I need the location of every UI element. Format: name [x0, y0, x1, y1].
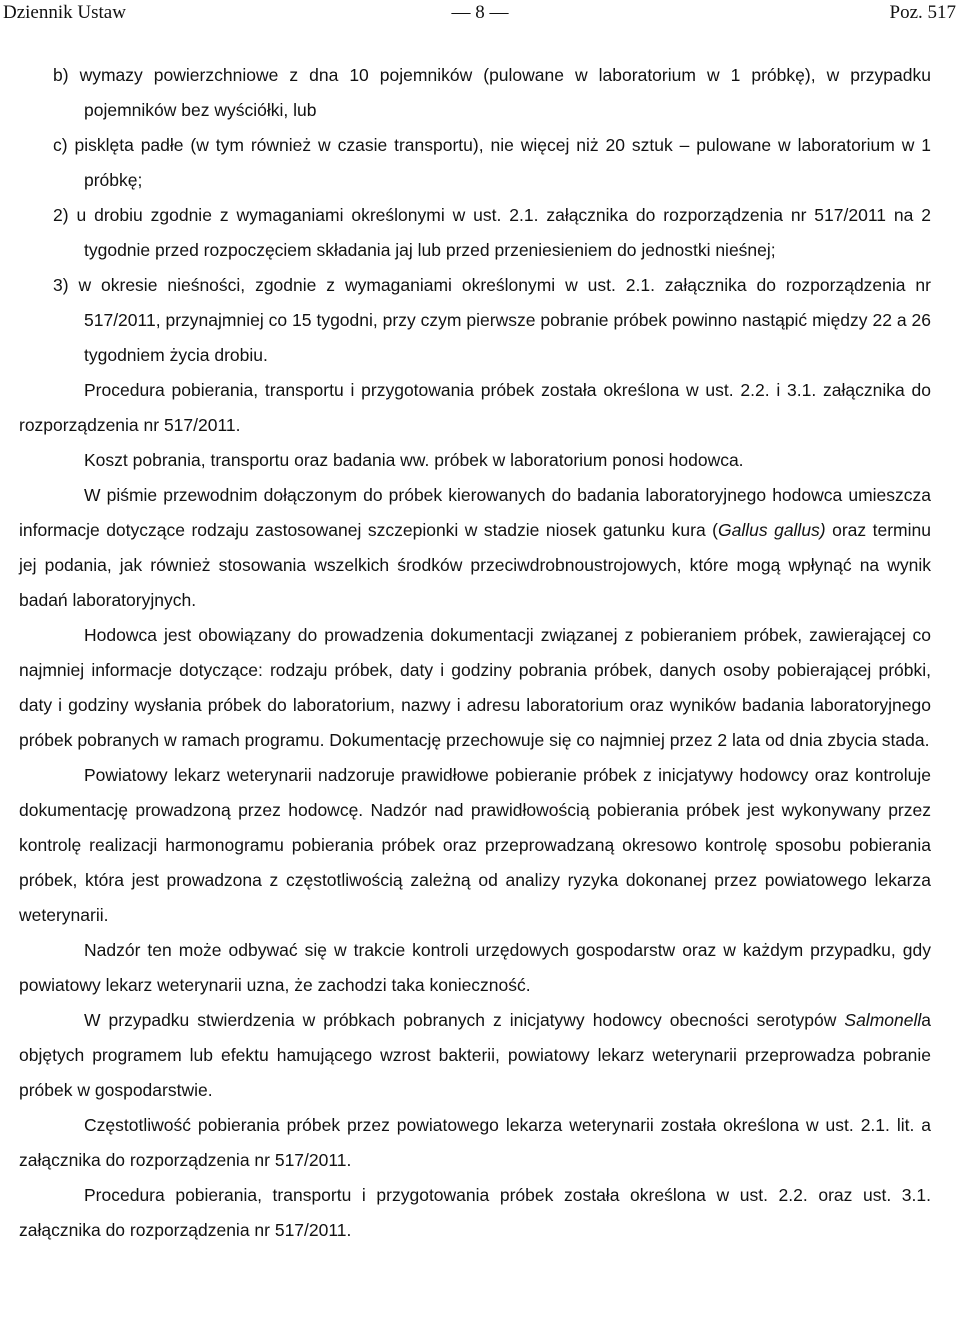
paragraph-control: Nadzór ten może odbywać się w trakcie kontroli urzędowych gospodarstw oraz w każdym przypadku, gdy powiatowy lekarz weterynarii uzna, że zachodzi taka konieczność.: [19, 940, 931, 995]
list-item-2: 2) u drobiu zgodnie z wymaganiami określonymi w ust. 2.1. załącznika do rozporządzenia nr 517/2011 na 2 tygodnie przed rozpoczęciem składania jaj lub przed przeniesieniem do jednostki nieśnej;: [53, 205, 931, 260]
salmonella-text-a: W przypadku stwierdzenia w próbkach pobranych z inicjatywy hodowcy obecności serotypów: [84, 1010, 845, 1030]
document-body: [19, 58, 931, 1248]
list-item-b: b) wymazy powierzchniowe z dna 10 pojemników (pulowane w laboratorium w 1 próbkę), w przypadku pojemników bez wyściółki, lub: [53, 65, 931, 120]
page-header: [0, 0, 960, 28]
paragraph-cost: Koszt pobrania, transportu oraz badania ww. próbek w laboratorium ponosi hodowca.: [84, 450, 744, 470]
paragraph-supervision: Powiatowy lekarz weterynarii nadzoruje prawidłowe pobieranie próbek z inicjatywy hodowcy oraz kontroluje dokumentację prowadzoną przez hodowcę. Nadzór nad prawidłowością pobierania próbek jest wykonywany przez kontrolę realizacji harmonogramu pobierania próbek oraz przeprowadzaną okresowo kontrolę sposobu pobierania próbek, która jest prowadzona z częstotliwością zależną od analizy ryzyka dokonanej przez powiatowego lekarza weterynarii.: [19, 765, 931, 925]
position-number: Poz. 517: [889, 2, 956, 23]
journal-title: Dziennik Ustaw: [3, 2, 126, 23]
cover-letter-text-b: oraz terminu jej podania, jak również stosowania wszelkich środków przeciwdrobnoustrojowych, które mogą wpłynąć na wynik badań laboratoryjnych.: [19, 520, 931, 610]
page-number: — 8 —: [451, 2, 509, 23]
paragraph-procedure-2: Procedura pobierania, transportu i przygotowania próbek została określona w ust. 2.2. oraz ust. 3.1. załącznika do rozporządzenia nr 517/2011.: [19, 1185, 931, 1240]
list-item-3: 3) w okresie nieśności, zgodnie z wymaganiami określonymi w ust. 2.1. załącznika do rozporządzenia nr 517/2011, przynajmniej co 15 tygodni, przy czym pierwsze pobranie próbek powinno nastąpić między 22 a 26 tygodniem życia drobiu.: [53, 275, 931, 365]
cover-letter-text-a: W piśmie przewodnim dołączonym do próbek kierowanych do badania laboratoryjnego hodowca umieszcza informacje dotyczące rodzaju zastosowanej szczepionki w stadzie niosek gatunku kura (: [19, 485, 931, 540]
paragraph-salmonella: [19, 1003, 931, 1108]
paragraph-documentation: Hodowca jest obowiązany do prowadzenia dokumentacji związanej z pobieraniem próbek, zawierającej co najmniej informacje dotyczące: rodzaju próbek, daty i godziny pobrania próbek, danych osoby pobierającej próbki, daty i godziny wysłania próbek do laboratorium, nazwy i adresu laboratorium oraz wyników badania laboratoryjnego próbek pobranych w ramach programu. Dokumentację przechowuje się co najmniej przez 2 lata od dnia zbycia stada.: [19, 625, 931, 750]
paragraph-frequency: Częstotliwość pobierania próbek przez powiatowego lekarza weterynarii została określona w ust. 2.1. lit. a załącznika do rozporządzenia nr 517/2011.: [19, 1115, 931, 1170]
list-item-c: c) pisklęta padłe (w tym również w czasie transportu), nie więcej niż 20 sztuk – pulowane w laboratorium w 1 próbkę;: [53, 135, 931, 190]
paragraph-cover-letter: [19, 478, 931, 618]
cover-letter-species: Gallus gallus): [718, 520, 826, 540]
salmonella-name: Salmonell: [844, 1010, 922, 1030]
paragraph-procedure-1: Procedura pobierania, transportu i przygotowania próbek została określona w ust. 2.2. i 3.1. załącznika do rozporządzenia nr 517/2011.: [19, 380, 931, 435]
salmonella-text-b: a objętych programem lub efektu hamującego wzrost bakterii, powiatowy lekarz weterynarii przeprowadza pobranie próbek w gospodarstwie.: [19, 1010, 931, 1100]
